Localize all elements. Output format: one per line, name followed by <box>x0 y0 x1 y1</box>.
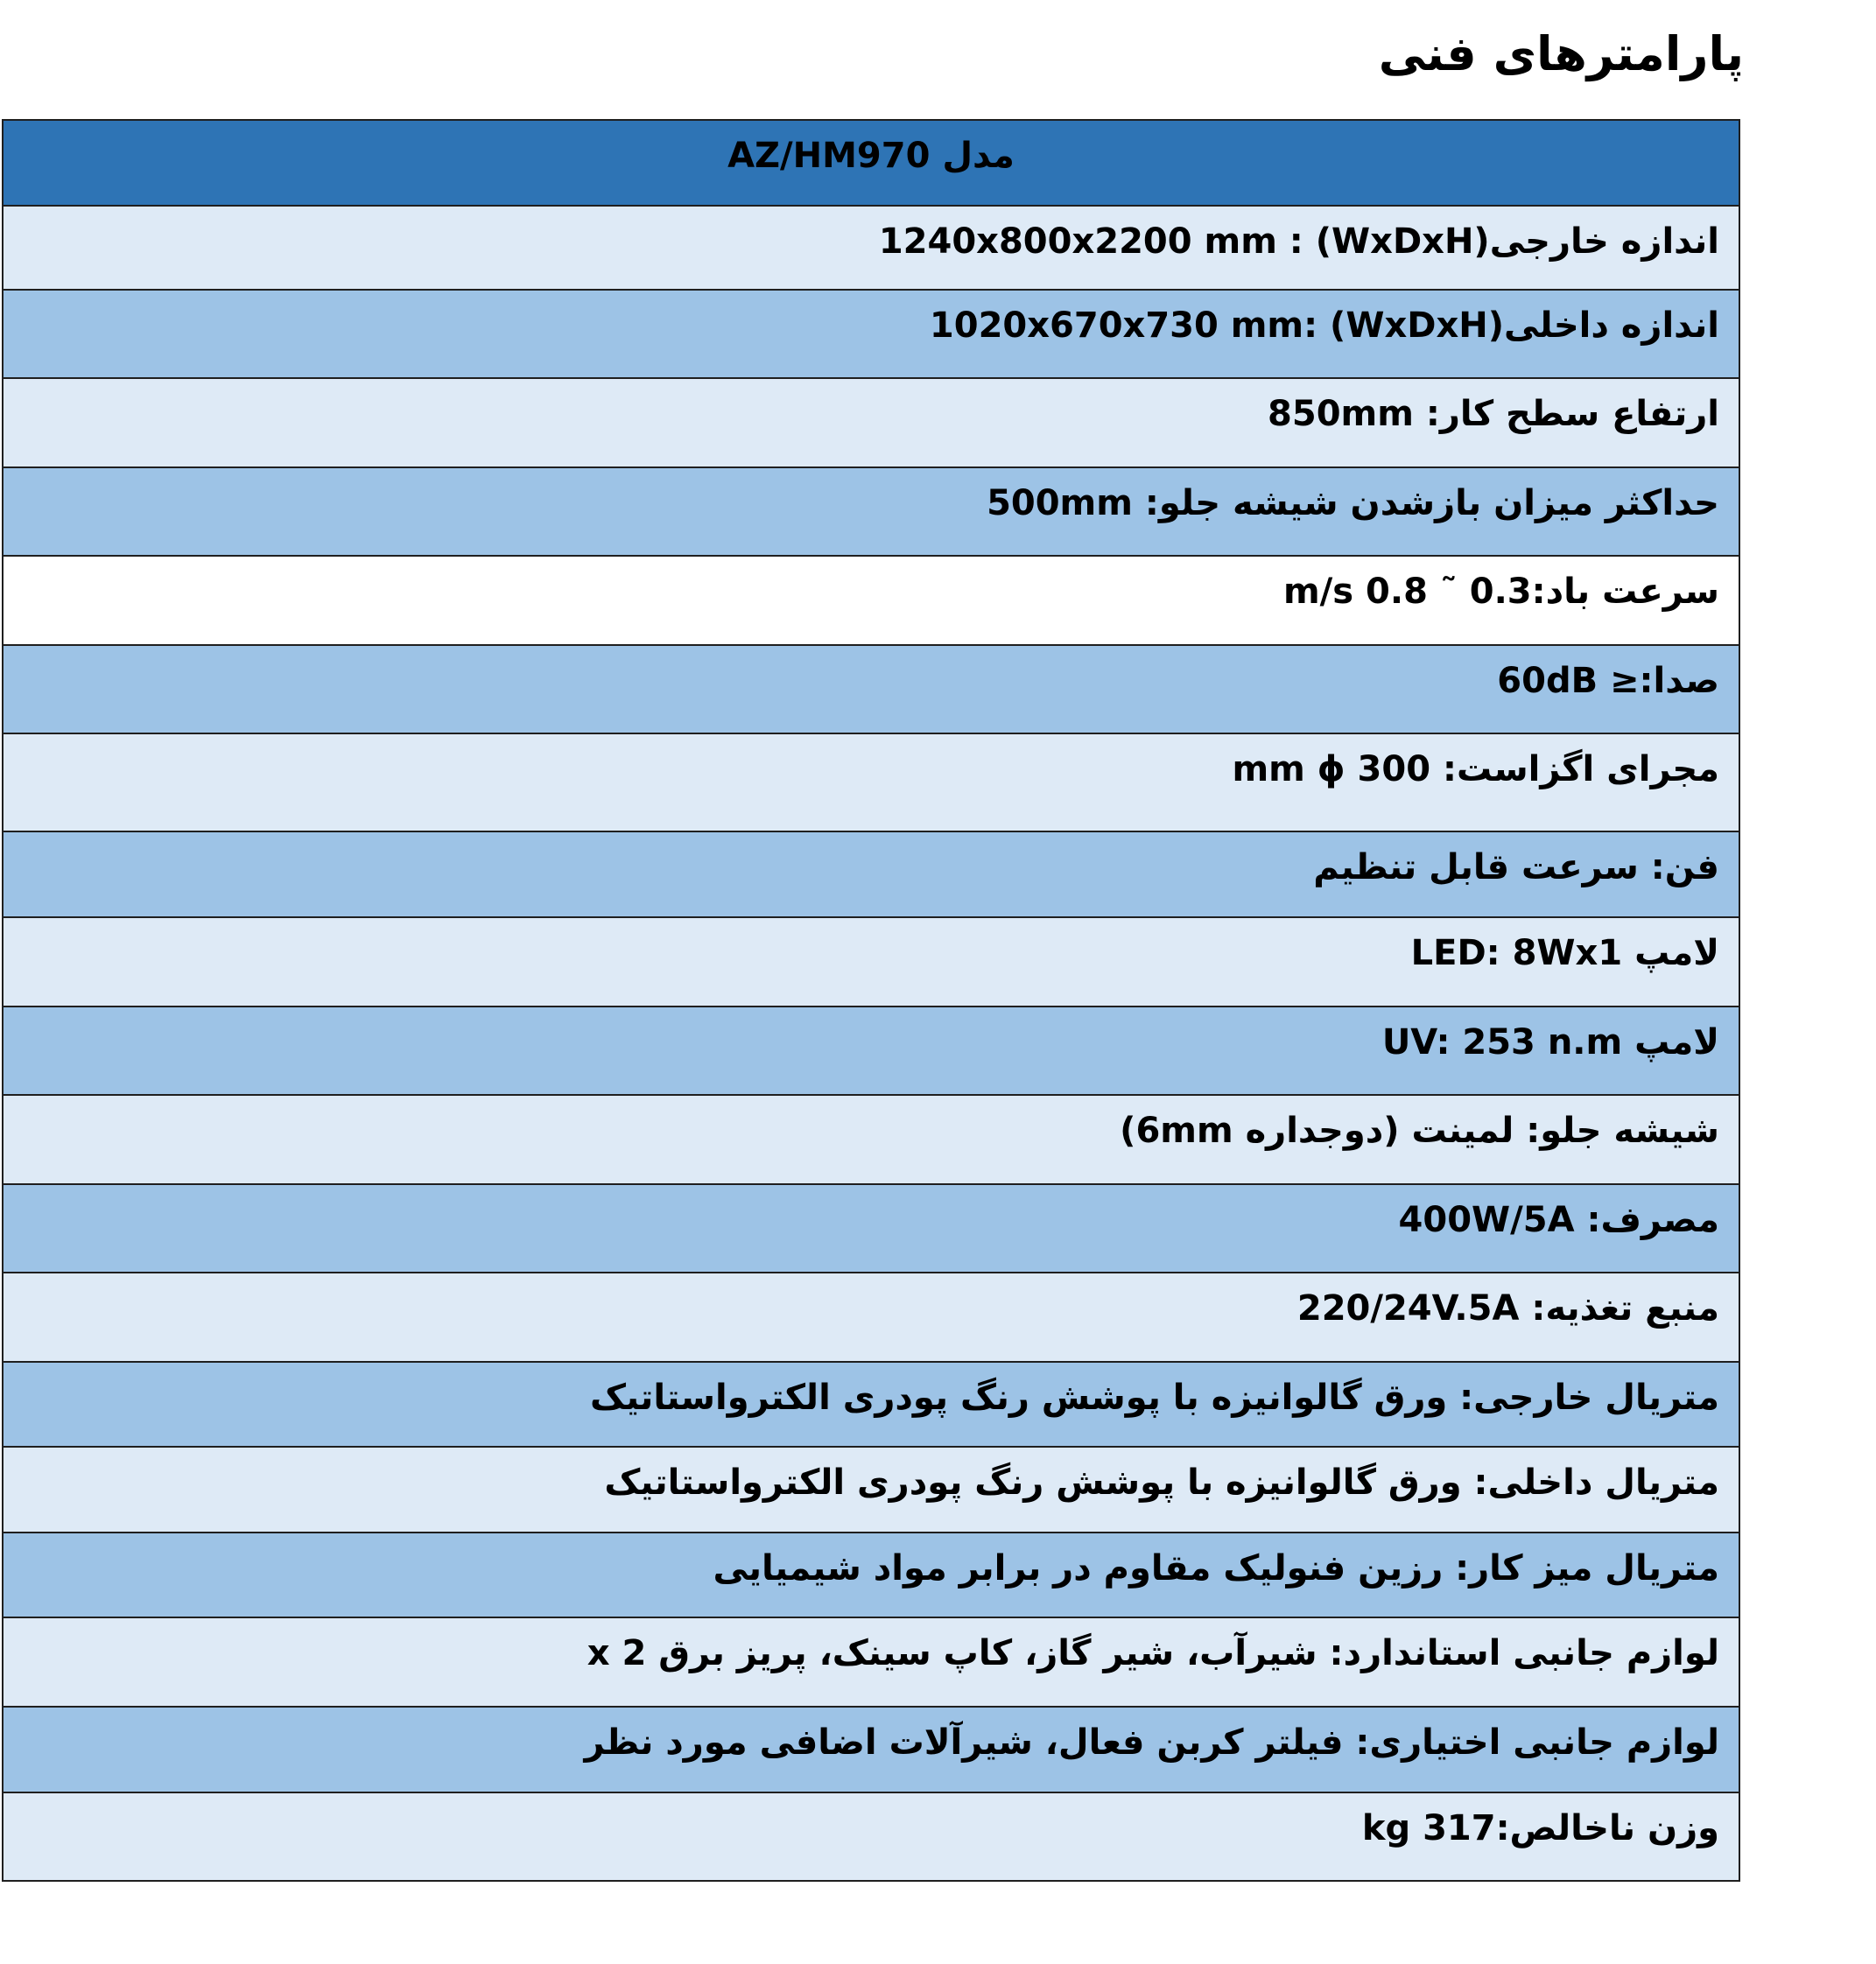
spec-table <box>2 119 1740 1882</box>
spec-cell-uv-lamp <box>3 1007 1739 1095</box>
model-header-cell <box>3 120 1739 206</box>
spec-cell-air-speed <box>3 556 1739 645</box>
spec-cell-internal-size <box>3 290 1739 378</box>
table-row <box>3 290 1739 378</box>
spec-cell-sash-opening <box>3 467 1739 556</box>
spec-cell-external-size <box>3 206 1739 290</box>
spec-cell-exhaust-duct <box>3 733 1739 831</box>
spec-text: حداکثر میزان بازشدن شیشه جلو: 500mm <box>987 483 1719 523</box>
spec-cell-standard-accessories <box>3 1617 1739 1707</box>
spec-text: متریال داخلی: ورق گالوانیزه با پوشش رنگ پودری الکترواستاتیک <box>604 1462 1719 1503</box>
spec-cell-optional-accessories <box>3 1707 1739 1792</box>
model-header-text: مدل AZ/HM970 <box>727 136 1015 176</box>
table-row <box>3 1447 1739 1533</box>
table-row <box>3 917 1739 1007</box>
spec-text: لوازم جانبی اختیاری: فیلتر کربن فعال، شیرآلات اضافی مورد نظر <box>584 1722 1719 1763</box>
table-row <box>3 206 1739 290</box>
spec-text: مجرای اگزاست: 300 mm ɸ <box>1232 749 1719 789</box>
spec-text: وزن ناخالص:317 kg <box>1361 1808 1719 1848</box>
spec-cell-noise <box>3 645 1739 733</box>
spec-text: صدا:≤ 60dB <box>1497 661 1719 701</box>
spec-text: متریال میز کار: رزین فنولیک مقاوم در برابر مواد شیمیایی <box>713 1548 1719 1589</box>
spec-text: فن: سرعت قابل تنظیم <box>1313 847 1719 887</box>
page-title: پارامترهای فنی <box>1378 26 1744 81</box>
spec-cell-consumption <box>3 1184 1739 1273</box>
spec-text: اندازه خارجی(WxDxH) : 1240x800x2200 mm <box>878 221 1719 262</box>
spec-cell-gross-weight <box>3 1792 1739 1881</box>
table-row <box>3 378 1739 467</box>
table-row <box>3 1184 1739 1273</box>
table-row <box>3 1707 1739 1792</box>
table-row <box>3 1273 1739 1362</box>
spec-cell-external-material <box>3 1362 1739 1447</box>
table-row <box>3 1362 1739 1447</box>
table-row <box>3 1095 1739 1184</box>
spec-text: منبع تغذیه: 220/24V.5A <box>1296 1288 1719 1329</box>
spec-cell-work-height <box>3 378 1739 467</box>
table-row <box>3 1007 1739 1095</box>
spec-cell-front-glass <box>3 1095 1739 1184</box>
spec-cell-internal-material <box>3 1447 1739 1533</box>
spec-text: لوازم جانبی استاندارد: شیرآب، شیر گاز، کاپ سینک، پریز برق x 2 <box>587 1633 1719 1673</box>
spec-text: متریال خارجی: ورق گالوانیزه با پوشش رنگ پودری الکترواستاتیک <box>590 1378 1719 1418</box>
spec-cell-led-lamp <box>3 917 1739 1007</box>
table-row <box>3 1533 1739 1617</box>
spec-text: لامپ UV: 253 n.m <box>1381 1022 1719 1063</box>
spec-text: لامپ LED: 8Wx1 <box>1410 933 1719 973</box>
table-row <box>3 645 1739 733</box>
spec-text: ارتفاع سطح کار: 850mm <box>1268 394 1719 434</box>
spec-cell-fan <box>3 831 1739 917</box>
spec-text: سرعت باد:0.3 ˜ 0.8 m/s <box>1283 572 1719 612</box>
table-row <box>3 831 1739 917</box>
spec-text: شیشه جلو: لمینت (دوجداره 6mm) <box>1120 1111 1719 1151</box>
spec-text: مصرف: 400W/5A <box>1398 1200 1719 1240</box>
table-row <box>3 467 1739 556</box>
table-row <box>3 1617 1739 1707</box>
table-row <box>3 733 1739 831</box>
table-header-row <box>3 120 1739 206</box>
spec-cell-worktop-material <box>3 1533 1739 1617</box>
spec-cell-power-supply <box>3 1273 1739 1362</box>
spec-text: اندازه داخلی(WxDxH) :1020x670x730 mm <box>929 305 1719 346</box>
table-row <box>3 556 1739 645</box>
table-row <box>3 1792 1739 1881</box>
